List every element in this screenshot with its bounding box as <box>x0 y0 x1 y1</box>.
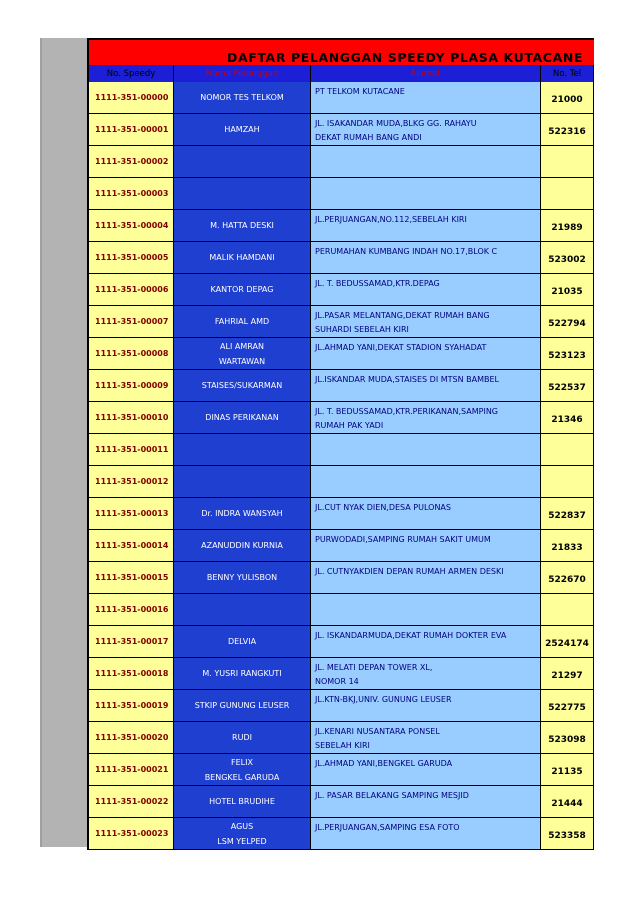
cell-nama-pelanggan <box>174 114 311 146</box>
cell-alamat <box>311 594 541 626</box>
cell-nama-pelanggan <box>174 274 311 306</box>
header-alamat: Alamat <box>311 65 541 82</box>
cell-no-speedy: 1111-351-00022 <box>89 786 174 818</box>
alamat-line: JL. ISKANDARMUDA,DEKAT RUMAH DOKTER EVA <box>315 631 507 640</box>
cell-alamat <box>311 466 541 498</box>
customer-table <box>87 38 594 850</box>
table-row <box>87 178 594 210</box>
alamat-line: PERUMAHAN KUMBANG INDAH NO.17,BLOK C <box>315 247 498 256</box>
cell-no-speedy: 1111-351-00006 <box>89 274 174 306</box>
cell-no-speedy: 1111-351-00008 <box>89 338 174 370</box>
cell-no-speedy: 1111-351-00016 <box>89 594 174 626</box>
table-row <box>87 530 594 562</box>
cell-alamat <box>311 114 541 146</box>
cell-alamat <box>311 210 541 242</box>
cell-alamat <box>311 146 541 178</box>
alamat-line: JL.PERJUANGAN,SAMPING ESA FOTO <box>315 823 460 832</box>
nama-line: HAMZAH <box>224 125 260 134</box>
nama-line: FELIX <box>231 757 253 767</box>
cell-alamat <box>311 562 541 594</box>
cell-no-tel <box>541 466 594 498</box>
table-header-row <box>87 65 594 82</box>
alamat-line: SUHARDI SEBELAH KIRI <box>315 325 409 334</box>
nama-line: M. YUSRI RANGKUTI <box>202 669 282 678</box>
cell-no-speedy: 1111-351-00010 <box>89 402 174 434</box>
cell-nama-pelanggan <box>174 82 311 114</box>
table-row <box>87 562 594 594</box>
cell-no-tel <box>541 178 594 210</box>
cell-alamat <box>311 178 541 210</box>
cell-alamat <box>311 690 541 722</box>
cell-alamat <box>311 402 541 434</box>
cell-no-tel: 21346 <box>541 402 594 434</box>
nama-line: STKIP GUNUNG LEUSER <box>194 701 290 710</box>
cell-nama-pelanggan <box>174 690 311 722</box>
alamat-line: JL.AHMAD YANI,DEKAT STADION SYAHADAT <box>315 343 487 352</box>
cell-nama-pelanggan <box>174 498 311 530</box>
cell-no-speedy: 1111-351-00013 <box>89 498 174 530</box>
table-title-bar <box>87 38 594 65</box>
cell-alamat <box>311 530 541 562</box>
table-row <box>87 210 594 242</box>
cell-nama-pelanggan <box>174 594 311 626</box>
alamat-line: JL. T. BEDUSSAMAD,KTR.PERIKANAN,SAMPING <box>315 407 498 416</box>
cell-no-tel: 21297 <box>541 658 594 690</box>
cell-no-speedy: 1111-351-00012 <box>89 466 174 498</box>
cell-alamat <box>311 818 541 850</box>
cell-no-tel: 523002 <box>541 242 594 274</box>
cell-no-speedy: 1111-351-00007 <box>89 306 174 338</box>
cell-no-speedy: 1111-351-00002 <box>89 146 174 178</box>
cell-no-tel: 523123 <box>541 338 594 370</box>
table-row <box>87 690 594 722</box>
alamat-line: JL.KENARI NUSANTARA PONSEL <box>315 727 440 736</box>
nama-line: FAHRIAL AMD <box>214 317 270 326</box>
table-row <box>87 306 594 338</box>
alamat-line: NOMOR 14 <box>315 677 359 686</box>
cell-alamat <box>311 242 541 274</box>
cell-nama-pelanggan <box>174 242 311 274</box>
nama-line: BENNY YULISBON <box>206 573 278 582</box>
nama-line: DELVIA <box>227 637 257 646</box>
cell-nama-pelanggan <box>174 402 311 434</box>
cell-no-tel: 522537 <box>541 370 594 402</box>
table-row <box>87 82 594 114</box>
cell-alamat <box>311 722 541 754</box>
table-row <box>87 338 594 370</box>
gutter-edge <box>40 38 42 847</box>
cell-nama-pelanggan <box>174 562 311 594</box>
cell-nama-pelanggan <box>174 818 311 850</box>
table-row <box>87 114 594 146</box>
cell-nama-pelanggan <box>174 754 311 786</box>
cell-nama-pelanggan <box>174 178 311 210</box>
cell-nama-pelanggan <box>174 370 311 402</box>
cell-no-speedy: 1111-351-00001 <box>89 114 174 146</box>
cell-no-tel: 522775 <box>541 690 594 722</box>
table-row <box>87 434 594 466</box>
cell-no-speedy: 1111-351-00015 <box>89 562 174 594</box>
cell-nama-pelanggan <box>174 210 311 242</box>
cell-no-speedy: 1111-351-00004 <box>89 210 174 242</box>
cell-nama-pelanggan <box>174 722 311 754</box>
cell-nama-pelanggan <box>174 466 311 498</box>
cell-no-tel <box>541 434 594 466</box>
table-row <box>87 626 594 658</box>
cell-no-speedy: 1111-351-00011 <box>89 434 174 466</box>
header-nama-pelanggan: Nama Pelanggan <box>174 65 311 82</box>
cell-alamat <box>311 786 541 818</box>
cell-no-tel: 21989 <box>541 210 594 242</box>
cell-no-tel: 523358 <box>541 818 594 850</box>
cell-alamat <box>311 754 541 786</box>
alamat-line: JL.AHMAD YANI,BENGKEL GARUDA <box>315 759 453 768</box>
table-row <box>87 242 594 274</box>
cell-nama-pelanggan <box>174 306 311 338</box>
cell-no-speedy: 1111-351-00000 <box>89 82 174 114</box>
table-row <box>87 594 594 626</box>
table-body <box>87 82 594 850</box>
cell-alamat <box>311 82 541 114</box>
nama-line: BENGKEL GARUDA <box>204 772 280 782</box>
table-title: DAFTAR PELANGGAN SPEEDY PLASA KUTACANE <box>227 50 584 65</box>
alamat-line: JL.KTN-BKJ,UNIV. GUNUNG LEUSER <box>315 695 452 704</box>
cell-alamat <box>311 626 541 658</box>
nama-line: AZANUDDIN KURNIA <box>201 541 283 550</box>
cell-no-tel: 522670 <box>541 562 594 594</box>
alamat-line: JL.CUT NYAK DIEN,DESA PULONAS <box>315 503 451 512</box>
nama-line: NOMOR TES TELKOM <box>200 93 284 102</box>
cell-nama-pelanggan <box>174 434 311 466</box>
nama-line: LSM YELPED <box>217 836 267 846</box>
nama-line: WARTAWAN <box>218 356 266 366</box>
alamat-line: JL. MELATI DEPAN TOWER XL, <box>315 663 433 672</box>
table-row <box>87 146 594 178</box>
nama-line: STAISES/SUKARMAN <box>201 381 283 390</box>
alamat-line: PT TELKOM KUTACANE <box>315 87 405 96</box>
nama-line: M. HATTA DESKI <box>210 221 274 230</box>
nama-line: KANTOR DEPAG <box>210 285 274 294</box>
table-row <box>87 658 594 690</box>
table-row <box>87 786 594 818</box>
nama-line: MALIK HAMDANI <box>209 253 275 262</box>
table-row <box>87 498 594 530</box>
cell-alamat <box>311 370 541 402</box>
alamat-line: DEKAT RUMAH BANG ANDI <box>315 133 422 142</box>
alamat-line: SEBELAH KIRI <box>315 741 370 750</box>
cell-no-speedy: 1111-351-00023 <box>89 818 174 850</box>
alamat-line: JL.ISKANDAR MUDA,STAISES DI MTSN BAMBEL <box>315 375 499 384</box>
cell-nama-pelanggan <box>174 146 311 178</box>
cell-no-tel: 2524174 <box>541 626 594 658</box>
cell-no-speedy: 1111-351-00003 <box>89 178 174 210</box>
nama-line: Dr. INDRA WANSYAH <box>201 509 283 518</box>
cell-no-speedy: 1111-351-00009 <box>89 370 174 402</box>
cell-no-tel: 21135 <box>541 754 594 786</box>
alamat-line: JL.PERJUANGAN,NO.112,SEBELAH KIRI <box>315 215 467 224</box>
cell-no-tel <box>541 146 594 178</box>
alamat-line: JL. CUTNYAKDIEN DEPAN RUMAH ARMEN DESKI <box>315 567 504 576</box>
cell-no-speedy: 1111-351-00020 <box>89 722 174 754</box>
cell-no-tel: 522794 <box>541 306 594 338</box>
cell-no-tel <box>541 594 594 626</box>
header-no-tel: No. Tel <box>541 65 594 82</box>
table-row <box>87 818 594 850</box>
nama-line: DINAS PERIKANAN <box>205 413 279 422</box>
cell-nama-pelanggan <box>174 786 311 818</box>
cell-no-tel: 21833 <box>541 530 594 562</box>
table-row <box>87 466 594 498</box>
cell-no-tel: 21035 <box>541 274 594 306</box>
cell-no-tel: 522316 <box>541 114 594 146</box>
cell-alamat <box>311 658 541 690</box>
cell-nama-pelanggan <box>174 626 311 658</box>
alamat-line: JL.PASAR MELANTANG,DEKAT RUMAH BANG <box>315 311 490 320</box>
table-row <box>87 754 594 786</box>
cell-alamat <box>311 498 541 530</box>
table-row <box>87 370 594 402</box>
cell-alamat <box>311 434 541 466</box>
cell-nama-pelanggan <box>174 338 311 370</box>
cell-no-speedy: 1111-351-00018 <box>89 658 174 690</box>
header-no-speedy: No. Speedy <box>89 65 174 82</box>
cell-alamat <box>311 274 541 306</box>
alamat-line: RUMAH PAK YADI <box>315 421 384 430</box>
alamat-line: PURWODADI,SAMPING RUMAH SAKIT UMUM <box>315 535 491 544</box>
table-row <box>87 722 594 754</box>
cell-no-speedy: 1111-351-00019 <box>89 690 174 722</box>
cell-no-speedy: 1111-351-00021 <box>89 754 174 786</box>
cell-nama-pelanggan <box>174 658 311 690</box>
nama-line: RUDI <box>232 733 252 742</box>
nama-line: AGUS <box>230 821 254 831</box>
nama-line: HOTEL BRUDIHE <box>209 797 275 806</box>
alamat-line: JL. ISAKANDAR MUDA,BLKG GG. RAHAYU <box>315 119 477 128</box>
table-row <box>87 274 594 306</box>
alamat-line: JL. T. BEDUSSAMAD,KTR.DEPAG <box>315 279 440 288</box>
nama-line: ALI AMRAN <box>220 341 264 351</box>
cell-no-tel: 523098 <box>541 722 594 754</box>
cell-no-speedy: 1111-351-00017 <box>89 626 174 658</box>
cell-no-tel: 21000 <box>541 82 594 114</box>
cell-no-speedy: 1111-351-00014 <box>89 530 174 562</box>
cell-nama-pelanggan <box>174 530 311 562</box>
cell-no-tel: 21444 <box>541 786 594 818</box>
cell-no-speedy: 1111-351-00005 <box>89 242 174 274</box>
table-row <box>87 402 594 434</box>
cell-alamat <box>311 306 541 338</box>
cell-no-tel: 522837 <box>541 498 594 530</box>
cell-alamat <box>311 338 541 370</box>
row-header-gutter <box>40 38 88 847</box>
alamat-line: JL. PASAR BELAKANG SAMPING MESJID <box>315 791 469 800</box>
